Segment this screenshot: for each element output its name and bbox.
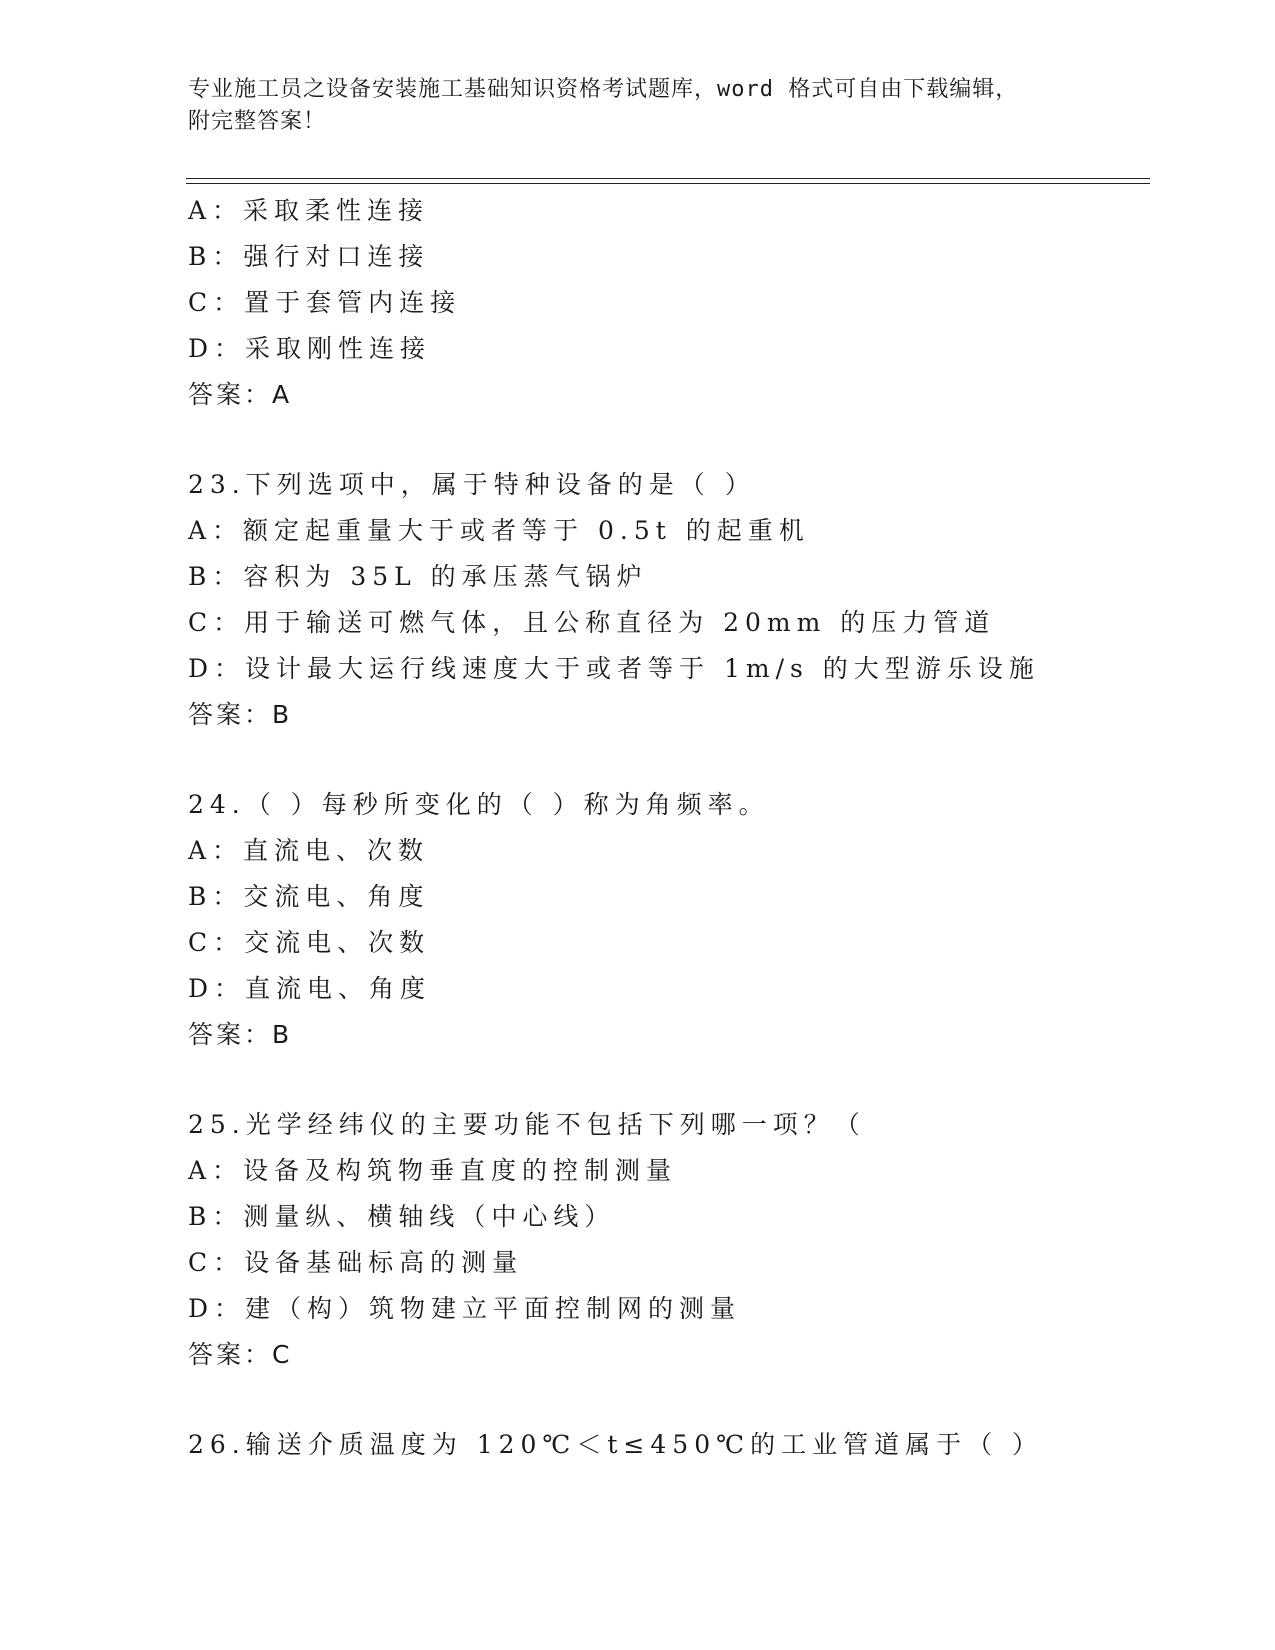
option-c: C：设备基础标高的测量 <box>188 1248 524 1277</box>
option-b: B：交流电、角度 <box>188 882 430 911</box>
option-d: D：直流电、角度 <box>188 974 432 1003</box>
option-a: A：直流电、次数 <box>188 836 430 865</box>
question-23 <box>188 462 1188 738</box>
option-a: A：额定起重量大于或者等于 0.5t 的起重机 <box>188 516 810 545</box>
answer-line: 答案：B <box>188 700 293 729</box>
option-b: B：容积为 35L 的承压蒸气锅炉 <box>188 562 648 591</box>
option-d: D：采取刚性连接 <box>188 334 432 363</box>
question-26 <box>188 1422 1188 1468</box>
option-a: A：设备及构筑物垂直度的控制测量 <box>188 1156 678 1185</box>
option-d: D：设计最大运行线速度大于或者等于 1m/s 的大型游乐设施 <box>188 654 1040 683</box>
question-title: 23.下列选项中，属于特种设备的是（ ） <box>188 470 756 499</box>
question-24 <box>188 782 1188 1058</box>
question-title: 25.光学经纬仪的主要功能不包括下列哪一项？（ <box>188 1110 866 1139</box>
question-list <box>188 188 1188 1468</box>
option-b: B：强行对口连接 <box>188 242 430 271</box>
option-c: C：交流电、次数 <box>188 928 431 957</box>
question-22-continued <box>188 188 1188 418</box>
question-title: 26.输送介质温度为 120℃＜t≤450℃的工业管道属于（ ） <box>188 1430 1044 1459</box>
header-divider-bottom <box>186 183 1150 184</box>
document-header <box>188 74 1068 138</box>
option-d: D：建（构）筑物建立平面控制网的测量 <box>188 1294 742 1323</box>
option-c: C：用于输送可燃气体，且公称直径为 20mm 的压力管道 <box>188 608 996 637</box>
answer-line: 答案：A <box>188 380 293 409</box>
header-divider-top <box>186 178 1150 179</box>
header-line-1: 专业施工员之设备安装施工基础知识资格考试题库，word 格式可自由下载编辑， <box>188 77 1019 102</box>
option-b: B：测量纵、横轴线（中心线） <box>188 1202 616 1231</box>
answer-line: 答案：C <box>188 1340 293 1369</box>
question-title: 24.（ ）每秒所变化的（ ）称为角频率。 <box>188 790 770 819</box>
answer-line: 答案：B <box>188 1020 293 1049</box>
option-a: A：采取柔性连接 <box>188 196 430 225</box>
option-c: C：置于套管内连接 <box>188 288 462 317</box>
question-25 <box>188 1102 1188 1378</box>
header-line-2: 附完整答案！ <box>188 109 327 134</box>
